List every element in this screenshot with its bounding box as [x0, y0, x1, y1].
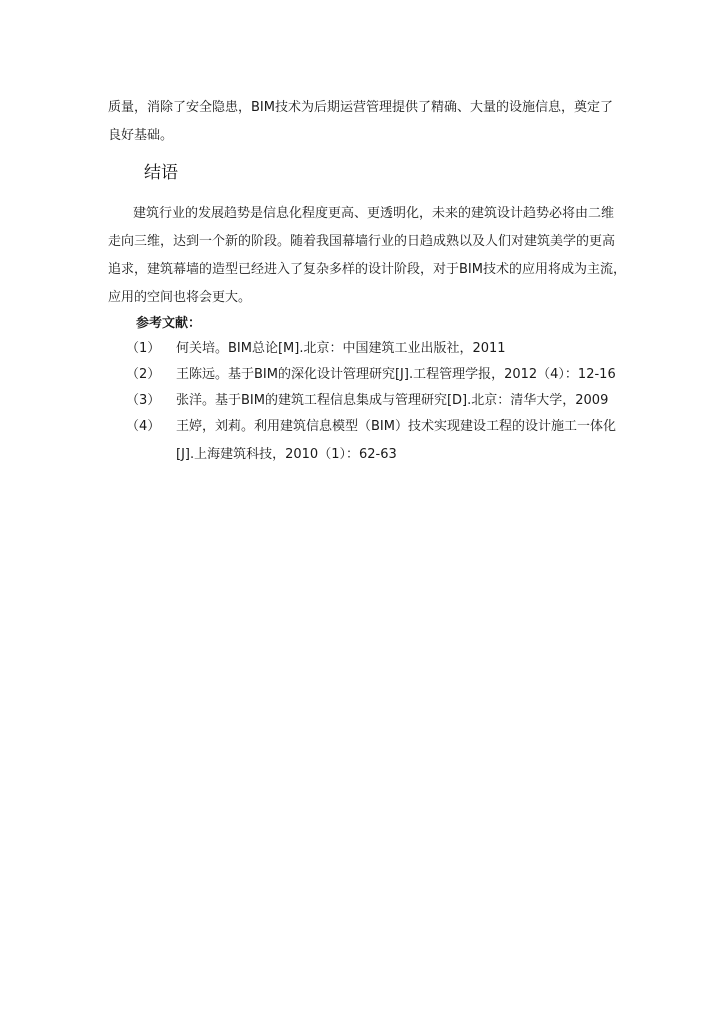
reference-number: （3） — [126, 393, 161, 408]
body-text-line: 质量，消除了安全隐患，BIM技术为后期运营管理提供了精确、大量的设施信息，奠定了 — [108, 100, 613, 115]
reference-text-continuation: [J].上海建筑科技，2010（1）：62-63 — [176, 447, 397, 462]
section-heading-conclusion: 结语 — [144, 163, 178, 183]
body-text-line: 追求，建筑幕墙的造型已经进入了复杂多样的设计阶段，对于BIM技术的应用将成为主流， — [108, 262, 626, 277]
body-text-line: 良好基础。 — [108, 128, 174, 143]
reference-number: （4） — [126, 419, 161, 434]
reference-number: （2） — [126, 367, 161, 382]
reference-number: （1） — [126, 341, 161, 356]
reference-text: 王陈远。基于BIM的深化设计管理研究[J].工程管理学报，2012（4）：12-16 — [176, 367, 616, 382]
body-text-line: 走向三维，达到一个新的阶段。随着我国幕墙行业的日趋成熟以及人们对建筑美学的更高 — [108, 234, 616, 249]
reference-text: 何关培。BIM总论[M].北京：中国建筑工业出版社，2011 — [176, 341, 506, 356]
reference-text: 张洋。基于BIM的建筑工程信息集成与管理研究[D].北京：清华大学，2009 — [176, 393, 609, 408]
references-label: 参考文献： — [136, 316, 202, 331]
body-text-line: 建筑行业的发展趋势是信息化程度更高、更透明化，未来的建筑设计趋势必将由二维 — [133, 206, 615, 221]
reference-text: 王婷，刘莉。利用建筑信息模型（BIM）技术实现建设工程的设计施工一体化 — [176, 419, 616, 434]
body-text-line: 应用的空间也将会更大。 — [108, 290, 252, 305]
